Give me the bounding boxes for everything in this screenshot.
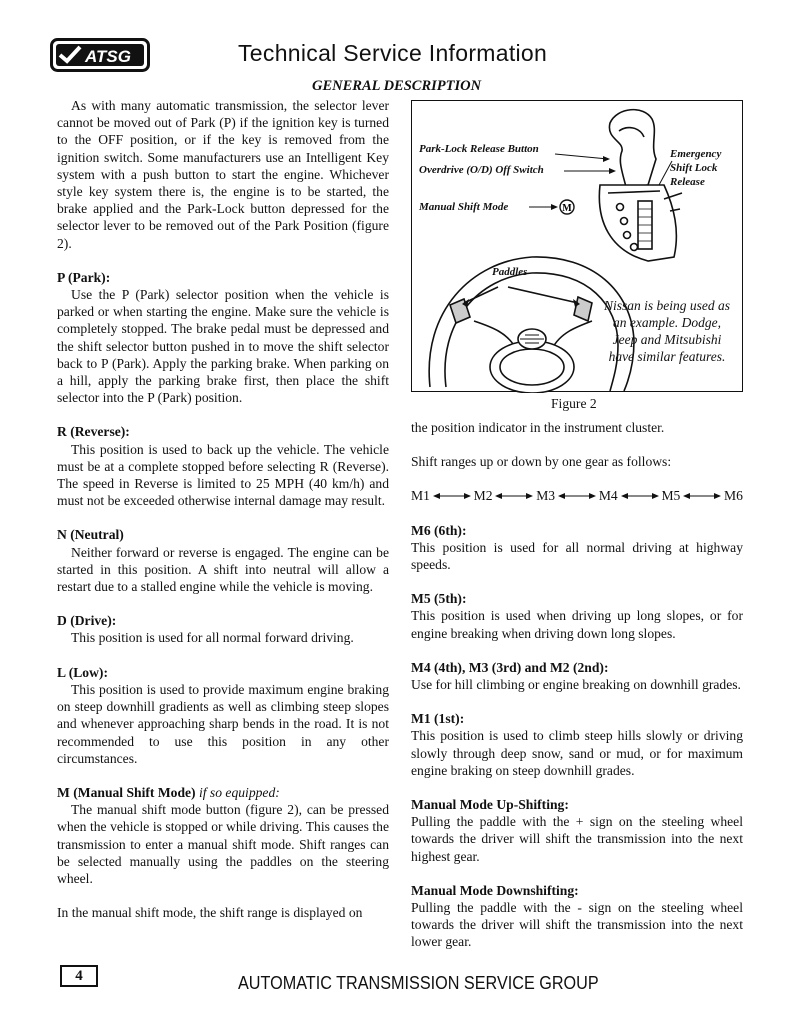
paragraph-gap xyxy=(57,767,389,784)
paragraph-gap xyxy=(57,509,389,526)
body-paragraph: Shift ranges up or down by one gear as follows: xyxy=(411,454,672,470)
paragraph-gap xyxy=(411,573,743,590)
section-heading xyxy=(57,423,389,440)
park-lock-release-label: Park-Lock Release Button xyxy=(419,143,539,155)
paragraph-gap xyxy=(411,642,743,659)
paragraph-gap xyxy=(411,693,743,710)
section-heading xyxy=(411,590,743,607)
section-heading-text: Manual Mode Up-Shifting: xyxy=(411,797,569,813)
body-paragraph: the position indicator in the instrument cluster. xyxy=(411,420,665,435)
gear-label: M4 xyxy=(598,488,618,504)
body-paragraph: This position is used for all normal driving at highway speeds. xyxy=(411,539,743,573)
section-heading xyxy=(411,522,743,539)
footer-text: AUTOMATIC TRANSMISSION SERVICE GROUP xyxy=(238,973,599,993)
section-heading-text: M (Manual Shift Mode) xyxy=(57,784,196,800)
body-paragraph: This position is used when driving up long slopes, or for engine breaking when driving down long slopes. xyxy=(411,608,743,641)
section-heading-text: N (Neutral) xyxy=(57,527,124,543)
section-heading xyxy=(57,269,389,286)
gear-label: M2 xyxy=(473,488,493,504)
gear-label: M3 xyxy=(536,488,556,504)
emergency-shift-lock-label: Emergency Shift Lock Release xyxy=(670,148,722,188)
section-heading-text: M6 (6th): xyxy=(411,522,467,538)
shift-sequence xyxy=(411,487,743,504)
right-column xyxy=(411,419,743,951)
body-paragraph: In the manual shift mode, the shift range is displayed on xyxy=(57,905,363,921)
section-heading-text: M1 (1st): xyxy=(411,711,465,727)
double-arrow-icon xyxy=(683,491,721,501)
section-heading xyxy=(57,784,389,801)
paragraph-gap xyxy=(57,647,389,664)
atsg-logo xyxy=(50,38,150,72)
svg-text:ATSG: ATSG xyxy=(85,47,131,66)
section-heading xyxy=(411,710,743,727)
paragraph-gap xyxy=(57,595,389,612)
paragraph-gap xyxy=(411,470,743,487)
body-paragraph: The manual shift mode button (figure 2), can be pressed when the vehicle is stopped or while driving. This causes the transmission to enter a manual shift mode. Shift ranges can be selected manually using the paddles on the steering wheel. xyxy=(57,802,389,886)
manual-mode-badge-letter: M xyxy=(562,203,572,214)
section-heading-text: L (Low): xyxy=(57,664,108,680)
figure-2-box xyxy=(411,100,743,392)
left-column xyxy=(57,97,389,921)
body-paragraph: This position is used to back up the vehicle. The vehicle must be at a complete stopped before selecting R (Reverse). The speed in Reverse is limited to 25 MPH (40 km/h) and must not be exceeded otherwise internal damage may result. xyxy=(57,441,389,509)
manual-shift-mode-label: Manual Shift Mode xyxy=(419,201,509,213)
page-number: 4 xyxy=(60,965,98,987)
page-header-title: Technical Service Information xyxy=(238,40,548,66)
double-arrow-icon xyxy=(495,491,533,501)
paddles-label: Paddles xyxy=(492,266,528,278)
body-paragraph: This position is used to climb steep hills slowly or driving slowly through deep snow, sand or mud, or for maximum engine braking on steep downhill grades. xyxy=(411,728,743,778)
paragraph-gap xyxy=(57,252,389,269)
section-heading-text: Manual Mode Downshifting: xyxy=(411,882,579,898)
section-heading-text: P (Park): xyxy=(57,269,111,285)
section-heading xyxy=(57,526,389,543)
section-heading-text: D (Drive): xyxy=(57,613,117,629)
body-paragraph: Pulling the paddle with the + sign on the steeling wheel towards the driver will shift the transmission into the next highest gear. xyxy=(411,814,743,864)
body-paragraph: Neither forward or reverse is engaged. The engine can be started in this position. A shift into neutral will allow a restart due to a stalled engine while the vehicle is moving. xyxy=(57,544,389,595)
section-heading xyxy=(57,664,389,681)
double-arrow-icon xyxy=(433,491,471,501)
gear-label: M6 xyxy=(724,488,743,504)
paragraph-gap xyxy=(57,406,389,423)
paragraph-gap xyxy=(411,865,743,882)
body-paragraph: Use the P (Park) selector position when the vehicle is parked or when starting the engine. Make sure the vehicle is completely stopped. The brake pedal must be depressed and the shift selector button pushed in to move the shift selector back to P (Park). Apply the parking brake. When parking on a hill, apply the parking brake first, then place the shift selector into the P (Park) position. xyxy=(57,287,389,406)
gear-label: M1 xyxy=(411,488,430,504)
section-heading xyxy=(411,796,743,813)
body-paragraph: This position is used for all normal forward driving. xyxy=(71,630,354,646)
gear-label: M5 xyxy=(661,488,681,504)
section-heading xyxy=(411,882,743,899)
body-paragraph: Use for hill climbing or engine breaking on downhill grades. xyxy=(411,677,741,693)
body-paragraph: This position is used to provide maximum engine braking on steep downhill gradients as well as climbing steep slopes and whenever approaching sharp bends in the road. It is not recommended to use this position in any other circumstances. xyxy=(57,681,389,766)
section-title: GENERAL DESCRIPTION xyxy=(312,78,482,94)
paragraph-gap xyxy=(411,779,743,796)
body-paragraph: As with many automatic transmission, the selector lever cannot be moved out of Park (P) if the ignition key is turned to the OFF position, or if the key is removed from the ignition switch. Some manufacturers use an Intelligent Key system with a push button to start the engine. Whichever style key system there is, the engine is to be started, the brake applied and the Park-Lock button depressed for the selector lever to be removed out of the Park Position (figure 2). xyxy=(57,98,389,251)
section-heading-text: M5 (5th): xyxy=(411,591,467,607)
section-heading-text: M4 (4th), M3 (3rd) and M2 (2nd): xyxy=(411,659,609,675)
paragraph-gap xyxy=(411,505,743,522)
body-paragraph: Pulling the paddle with the - sign on the steeling wheel towards the driver will shift the transmission into the next lower gear. xyxy=(411,900,743,950)
section-heading xyxy=(57,612,389,629)
overdrive-off-switch-label: Overdrive (O/D) Off Switch xyxy=(419,164,544,176)
paragraph-gap xyxy=(57,887,389,904)
figure-caption: Figure 2 xyxy=(551,396,597,411)
figure-note: Nissan is being used as an example. Dodge, Jeep and Mitsubishi have similar features. xyxy=(603,298,730,364)
double-arrow-icon xyxy=(621,491,659,501)
double-arrow-icon xyxy=(558,491,596,501)
section-heading-text: R (Reverse): xyxy=(57,424,130,440)
paragraph-gap xyxy=(411,436,743,453)
section-heading-suffix: if so equipped: xyxy=(195,784,280,800)
section-heading xyxy=(411,659,743,676)
